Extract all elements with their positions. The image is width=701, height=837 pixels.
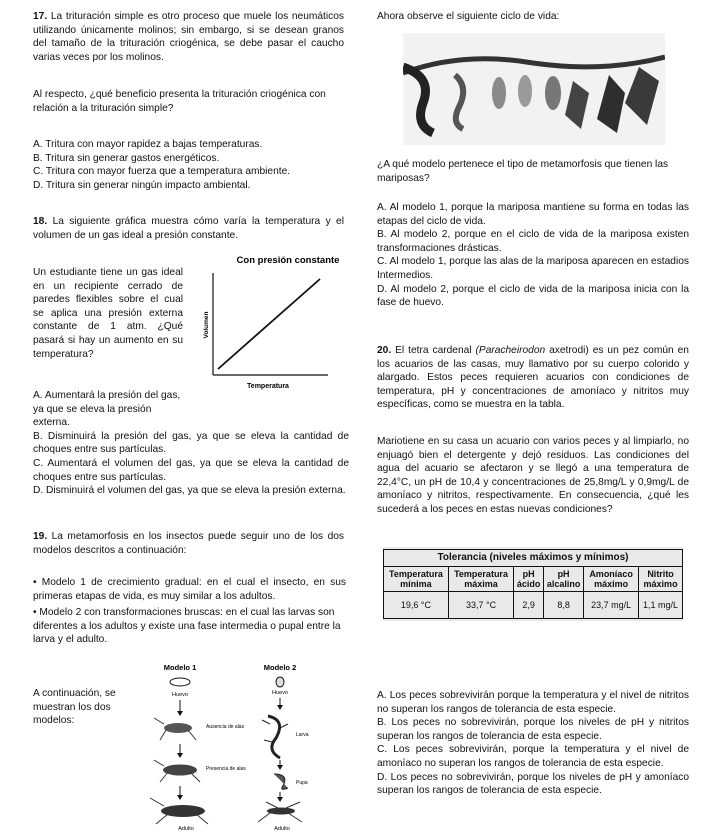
table-cell: 23,7 mg/L bbox=[584, 592, 639, 619]
q20-option-d[interactable]: D. Los peces no sobrevivirán, porque los niveles de pH y amoníaco superan los rangos de tolerancia de esta especie. bbox=[377, 771, 689, 797]
q18-options bbox=[33, 389, 349, 498]
model2-title: Modelo 2 bbox=[263, 663, 297, 672]
cycle-options bbox=[377, 201, 689, 310]
q18-chart bbox=[198, 253, 348, 393]
q17-question: Al respecto, ¿qué beneficio presenta la trituración criogénica con relación a la trituración simple? bbox=[33, 89, 326, 114]
m2-egg-icon bbox=[276, 677, 284, 687]
q20-option-c[interactable]: C. Los peces sobrevivirán, porque la temperatura y el nivel de amoníaco no superan los rangos de tolerancia de esta especie. bbox=[377, 744, 689, 769]
table-title: Tolerancia (niveles máximos y mínimos) bbox=[384, 550, 683, 567]
q17-options bbox=[33, 138, 348, 192]
m1-presencia-label: Presencia de alas bbox=[206, 766, 246, 772]
m2-adulto-label: Adulto bbox=[274, 826, 290, 832]
table-cell: 19,6 °C bbox=[384, 592, 449, 619]
m1-arrowhead-1 bbox=[177, 711, 183, 716]
m1-huevo-label: Huevo bbox=[172, 692, 188, 698]
butterfly-cycle-svg bbox=[403, 33, 665, 145]
cycle-intro: Ahora observe el siguiente ciclo de vida: bbox=[377, 11, 560, 22]
q17-option-b[interactable]: B. Tritura sin generar gastos energéticos. bbox=[33, 152, 220, 164]
pupa-icon bbox=[274, 774, 288, 789]
m1-adulto-label: Adulto bbox=[178, 826, 194, 832]
table-cell: 33,7 °C bbox=[448, 592, 513, 619]
q18-option-b[interactable]: B. Disminuirá la presión del gas, ya que se eleva la cantidad de choques entre sus partículas. bbox=[33, 430, 349, 456]
table-header: pH alcalino bbox=[544, 567, 584, 592]
table-header-row bbox=[384, 567, 683, 592]
egg-icon bbox=[170, 678, 190, 686]
q18-intro: 18. La siguiente gráfica muestra cómo varía la temperatura y el volumen de un gas ideal a presión constante. bbox=[33, 216, 344, 241]
cycle-option-b[interactable]: B. Al modelo 2, porque en el ciclo de vida de la mariposa existen transformaciones drásticas. bbox=[377, 229, 689, 254]
q20-options bbox=[377, 689, 689, 798]
q19-model2: • Modelo 2 con transformaciones bruscas: en el cual las larvas son diferentes a los adultos y existe una fase intermedia o pupal entre la larva y el adulto. bbox=[33, 607, 341, 646]
tolerance-table-block bbox=[383, 547, 683, 621]
adult-mosquito-icon bbox=[258, 802, 302, 822]
table-header: Temperatura mínima bbox=[384, 567, 449, 592]
m1-arrowhead-2 bbox=[177, 753, 183, 758]
q17-option-a[interactable]: A. Tritura con mayor rapidez a bajas temperaturas. bbox=[33, 139, 263, 150]
young-grasshopper-icon bbox=[154, 760, 200, 782]
tolerance-table bbox=[383, 549, 683, 619]
q20-option-b[interactable]: B. Los peces no sobrevivirán, porque los niveles de pH y nitritos superan los rangos de tolerancia de esta especie. bbox=[377, 717, 689, 742]
m2-arrowhead-2 bbox=[277, 765, 283, 770]
model1-title: Modelo 1 bbox=[163, 663, 197, 672]
q20-scenario: Mariotiene en su casa un acuario con varios peces y al limpiarlo, no enjuagó bien el detergente y dejó residuos. Las condiciones del agua del acuario se afectaron y se llegó a una temperatura de 22,4°C, un pH de 10,4 y concentraciones de 25,8mg/L y 0,9mg/L de amoníaco y nitritos, respectivamente. En consecuencia, ¿qué les sucederá a los peces en estas nuevas condiciones? bbox=[377, 436, 689, 515]
metamorphosis-diagram bbox=[128, 658, 333, 832]
table-header: Temperatura máxima bbox=[448, 567, 513, 592]
chrysalis-icon-2 bbox=[518, 75, 532, 107]
butterfly-cycle-image bbox=[403, 33, 665, 145]
cycle-option-c[interactable]: C. Al modelo 1, porque las alas de la mariposa aparecen en estadios Intermedios. bbox=[377, 256, 689, 281]
q18-scenario: Un estudiante tiene un gas ideal en un recipiente cerrado de paredes flexibles sobre el cual se aplica una presión externa constante de 1 atm. ¿Qué pasará si hay un aumento en su temperatura? bbox=[33, 267, 183, 360]
q17-intro: 17. La trituración simple es otro proceso que muele los neumáticos utilizando únicamente molinos; sin embargo, si se desean granos del tamaño de la trituración criogénica, se debe pasar el caucho varias veces por los molinos. bbox=[33, 11, 344, 63]
q18-option-a[interactable]: A. Aumentará la presión del gas, ya que se eleva la presión externa. bbox=[33, 390, 181, 429]
m2-larva-label: Larva bbox=[296, 732, 309, 738]
m2-arrowhead-1 bbox=[277, 705, 283, 710]
chart-title: Con presión constante bbox=[236, 255, 340, 266]
table-header: Nitrito máximo bbox=[639, 567, 683, 592]
chart-xlabel: Temperatura bbox=[247, 383, 289, 390]
q19-model1: • Modelo 1 de crecimiento gradual: en el cual el insecto, en sus primeras etapas de vida, es muy similar a los adultos. bbox=[33, 577, 346, 602]
cycle-option-a[interactable]: A. Al modelo 1, porque la mariposa mantiene su forma en todas las etapas del ciclo de vida. bbox=[377, 202, 689, 227]
adult-grasshopper-icon bbox=[150, 798, 208, 824]
chrysalis-icon-3 bbox=[545, 76, 561, 110]
q18-option-d[interactable]: D. Disminuirá el volumen del gas, ya que se eleva la presión externa. bbox=[33, 485, 346, 497]
m2-huevo-label: Huevo bbox=[272, 690, 288, 696]
q19-intro: 19. La metamorfosis en los insectos puede seguir uno de los dos modelos descritos a continuación: bbox=[33, 531, 344, 556]
table-header: Amoníaco máximo bbox=[584, 567, 639, 592]
m2-pupa-label: Pupa bbox=[296, 780, 308, 786]
cycle-question: ¿A qué modelo pertenece el tipo de metamorfosis que tienen las mariposas? bbox=[377, 159, 669, 184]
q18-option-c[interactable]: C. Aumentará el volumen del gas, ya que se eleva la cantidad de choques entre sus partículas. bbox=[33, 457, 349, 483]
table-cell: 8,8 bbox=[544, 592, 584, 619]
cycle-option-d[interactable]: D. Al modelo 2, porque el ciclo de vida de la mariposa inicia con la fase de huevo. bbox=[377, 283, 689, 309]
q18-chart-svg bbox=[198, 253, 348, 393]
larva-icon bbox=[262, 716, 288, 758]
q19-continuation: A continuación, se muestran los dos modelos: bbox=[33, 688, 116, 727]
q20-intro: 20. El tetra cardenal (Paracheirodon axetrodi) es un pez común en los acuarios de las casas, muy llamativo por su cuerpo colorido y alargado. Estos peces requieren acuarios con condiciones de temperatura, pH y concentraciones de amoníaco y nitritos muy específicas, como se muestra en la tabla. bbox=[377, 345, 689, 411]
table-header: pH ácido bbox=[514, 567, 544, 592]
chrysalis-icon-1 bbox=[492, 77, 506, 109]
table-cell: 1,1 mg/L bbox=[639, 592, 683, 619]
m1-ausencia-label: Ausencia de alas bbox=[206, 724, 245, 730]
chart-line bbox=[218, 279, 320, 369]
m2-arrowhead-3 bbox=[277, 797, 283, 802]
q17-option-d[interactable]: D. Tritura sin generar ningún impacto ambiental. bbox=[33, 179, 251, 191]
m1-arrowhead-3 bbox=[177, 795, 183, 800]
nymph-icon bbox=[154, 718, 196, 740]
table-row bbox=[384, 592, 683, 619]
q20-option-a[interactable]: A. Los peces sobrevivirán porque la temperatura y el nivel de nitritos no superan los rangos de tolerancia de esta especie. bbox=[377, 690, 689, 715]
q17-option-c[interactable]: C. Tritura con mayor fuerza que a temperatura ambiente. bbox=[33, 166, 291, 178]
table-cell: 2,9 bbox=[514, 592, 544, 619]
metamorphosis-svg bbox=[128, 658, 333, 832]
chart-ylabel: Volumen bbox=[203, 311, 210, 339]
